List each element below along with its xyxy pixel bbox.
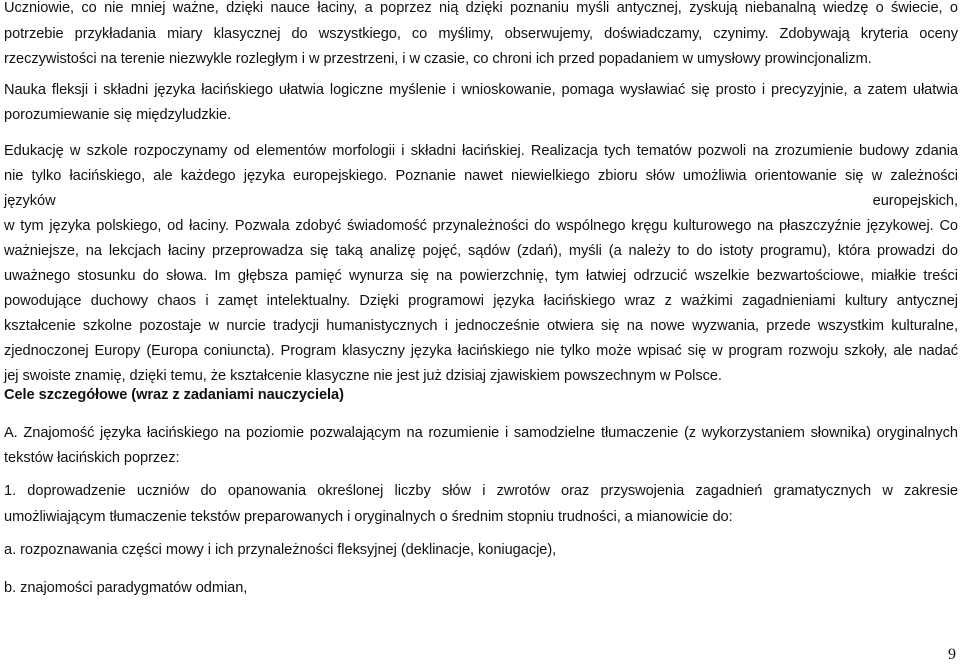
item-1-paragraph [4,478,958,530]
text-line: umożliwiającym tłumaczenie tekstów preparowanych i oryginalnych o średnim stopniu trudności, a mianowicie do: [4,509,733,525]
text-line: języków europejskich, [4,193,958,209]
section-heading: Cele szczegółowe (wraz z zadaniami nauczyciela) [4,387,344,403]
item-a-paragraph: a. rozpoznawania części mowy i ich przynależności fleksyjnej (deklinacje, koniugacje), [4,542,557,558]
text-line: kształcenie szkolne pozostaje w nurcie tradycji humanistycznych i jednocześnie otwiera się na nowe wyzwania, przede wszystkim kulturalne, [4,318,958,334]
paragraph-education-morphology [4,139,958,389]
paragraph-logical-thinking [4,78,958,128]
text-line: Uczniowie, co nie mniej ważne, dzięki nauce łaciny, a poprzez nią dzięki poznaniu myśli antycznej, zyskują niebanalną wiedzę o świecie, o [4,0,958,16]
text-line: porozumiewanie się międzyludzkie. [4,107,232,123]
text-line: zjednoczonej Europy (Europa coniuncta). Program klasyczny języka łacińskiego nie tylko może wpisać się w program rozwoju szkoły, ale nadać [4,343,958,359]
page-number: 9 [948,646,956,663]
paragraph-latin-worldview [4,0,958,73]
text-line: potrzebie przykładania miary klasycznej do wszystkiego, co myślimy, obserwujemy, doświadczamy, czynimy. Zdobywają kryteria oceny [4,25,958,42]
text-line: w tym języka polskiego, od łaciny. Pozwala zdobyć świadomość przynależności do wspólnego kręgu kulturowego na płaszczyźnie językowej. Co [4,218,958,234]
item-b-paragraph: b. znajomości paradygmatów odmian, [4,580,248,596]
text-line: tekstów łacińskich poprzez: [4,450,180,466]
text-line: powodujące duchowy chaos i zamęt intelektualny. Dzięki programowi języka łacińskiego wraz z ważkimi zagadnieniami kultury antycznej [4,293,958,309]
text-line: nie tylko łacińskiego, ale każdego języka europejskiego. Poznanie nawet niewielkiego zbioru słów umożliwia orientowanie się w zależności [4,168,958,184]
text-line: jej swoiste znamię, dzięki temu, że kształcenie klasyczne nie jest już dzisiaj zjawiskiem powszechnym w Polsce. [4,368,722,384]
text-line: Nauka fleksji i składni języka łacińskiego ułatwia logiczne myślenie i wnioskowanie, pomaga wysławiać się prosto i precyzyjnie, a zatem ułatwia [4,82,958,98]
section-a-paragraph [4,421,958,471]
text-line: Edukację w szkole rozpoczynamy od elementów morfologii i składni łacińskiej. Realizacja tych tematów pozwoli na zrozumienie budowy zdania [4,143,958,159]
text-line: ważniejsze, na lekcjach łaciny przeprowadza się taką analizę pojęć, sądów (zdań), myśli (a należy to do istoty programu), która prowadzi do [4,243,958,259]
text-line: uważnego stosunku do słowa. Im głębsza pamięć wynurza się na powierzchnię, tym łatwiej odrzucić wszelkie bezwartościowe, miałkie treści [4,268,958,284]
text-line: A. Znajomość języka łacińskiego na poziomie pozwalającym na rozumienie i samodzielne tłumaczenie (z wykorzystaniem słownika) oryginalnych [4,425,958,441]
text-line: 1. doprowadzenie uczniów do opanowania określonej liczby słów i zwrotów oraz przyswojenia zagadnień gramatycznych w zakresie [4,483,958,499]
text-line: rzeczywistości na terenie niezwykle rozległym i w przestrzeni, i w czasie, co chroni ich przed popadaniem w umysłowy prowincjonalizm. [4,51,872,67]
